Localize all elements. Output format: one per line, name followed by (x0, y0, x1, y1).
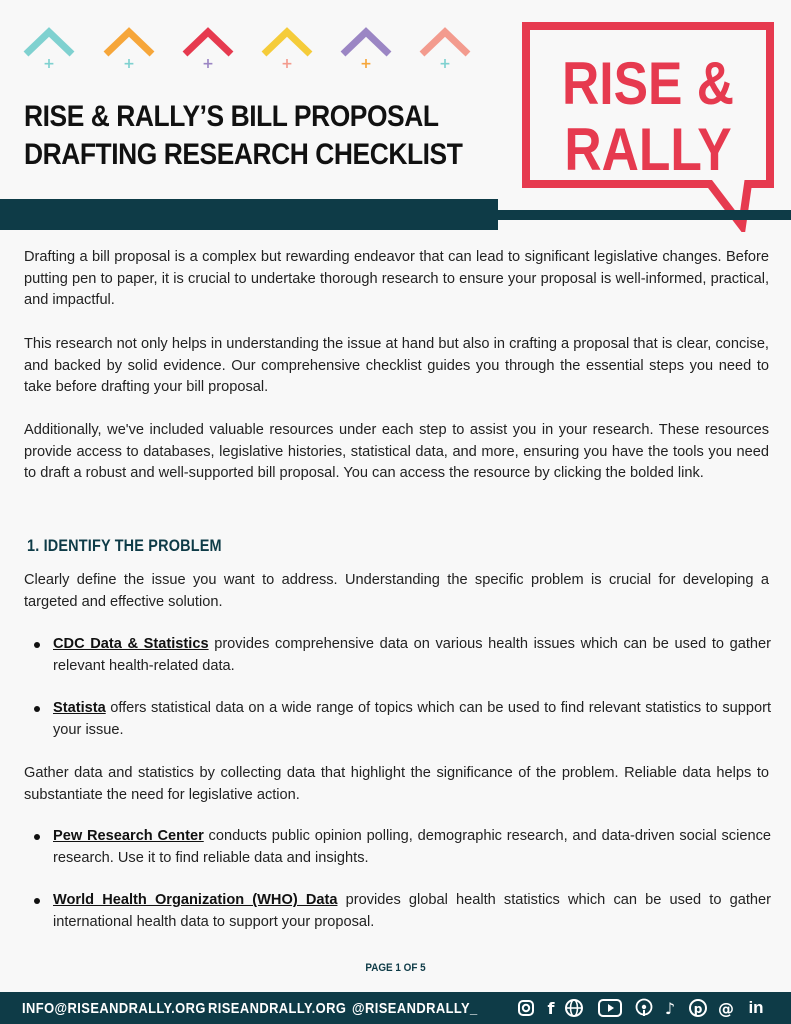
svg-text:+: + (281, 56, 293, 70)
footer-bar (0, 992, 791, 1024)
facebook-icon[interactable]: f (547, 998, 555, 1018)
orange-chevron-icon (102, 26, 156, 70)
section-paragraph-2: Gather data and statistics by collecting data that highlight the significance of the problem. Reliable data helps to substantiate the need for legislative action. (24, 765, 769, 803)
intro-paragraph-2: This research not only helps in understanding the issue at hand but also in crafting a proposal that is clear, concise, and backed by solid evidence. Our comprehensive checklist guides you through the essential steps you need to take before drafting your bill proposal. (24, 336, 769, 395)
list-item (34, 826, 771, 869)
header-divider-line (498, 210, 791, 220)
list-item (34, 698, 771, 741)
title-line-1: RISE & RALLY’S BILL PROPOSAL (24, 100, 439, 133)
rise-and-rally-logo (520, 20, 776, 232)
teal-chevron-icon (22, 26, 76, 70)
bullet-icon (34, 898, 40, 904)
svg-text:p: p (693, 1002, 703, 1016)
svg-text:+: + (202, 56, 214, 70)
footer-website-link[interactable]: RISEANDRALLY.ORG (208, 1000, 347, 1017)
threads-icon[interactable]: @ (718, 998, 734, 1018)
podcast-icon[interactable] (634, 998, 654, 1018)
instagram-icon[interactable] (516, 998, 536, 1018)
section-heading-identify-problem: 1. IDENTIFY THE PROBLEM (27, 536, 222, 555)
footer-handle-link[interactable]: @RISEANDRALLY_ (352, 1000, 478, 1017)
pew-research-link[interactable]: Pew Research Center (53, 828, 204, 844)
intro-paragraph-3: Additionally, we've included valuable resources under each step to assist you in your research. These resources provide access to databases, legislative histories, statistical data, and more, ensuring you have the tools you need to draft a robust and well-supported bill proposal. You can access the resource by clicking the bolded link. (24, 422, 769, 481)
footer-email-link[interactable]: INFO@RISEANDRALLY.ORG (22, 1000, 206, 1017)
list-item-text: conducts public opinion polling, demographic research, and data-driven social science research. Use it to find reliable data and insights. (53, 828, 771, 866)
bullet-icon (34, 642, 40, 648)
list-item (34, 634, 771, 677)
logo-text-line-1: RISE & (561, 50, 735, 117)
svg-text:+: + (43, 56, 55, 70)
globe-icon[interactable] (564, 998, 584, 1018)
title-line-2: DRAFTING RESEARCH CHECKLIST (24, 138, 463, 171)
bullet-icon (34, 706, 40, 712)
page-number: PAGE 1 OF 5 (365, 962, 426, 974)
yellow-chevron-icon (260, 26, 314, 70)
svg-text:+: + (123, 56, 135, 70)
bullet-icon (34, 834, 40, 840)
svg-text:+: + (439, 56, 451, 70)
list-item (34, 890, 771, 933)
who-data-link[interactable]: World Health Organization (WHO) Data (53, 892, 338, 908)
decorative-chevron-row (22, 26, 492, 70)
page-title (24, 98, 463, 174)
list-item-text: offers statistical data on a wide range of topics which can be used to find relevant statistics to support your issue. (53, 700, 771, 738)
red-chevron-icon (181, 26, 235, 70)
header-divider-bar (0, 199, 498, 230)
logo-text-line-2: RALLY (564, 116, 732, 183)
intro-paragraph-1: Drafting a bill proposal is a complex but rewarding endeavor that can lead to significant legislative changes. Before putting pen to paper, it is crucial to undertake thorough research to ensure your proposal is well-informed, practical, and impactful. (24, 249, 769, 308)
svg-text:+: + (360, 56, 372, 70)
cdc-data-link[interactable]: CDC Data & Statistics (53, 636, 209, 652)
salmon-chevron-icon (418, 26, 472, 70)
linkedin-icon[interactable]: in (748, 998, 764, 1017)
tiktok-icon[interactable]: ♪ (664, 998, 676, 1018)
list-item-text: provides global health statistics which can be used to gather international health data to support your proposal. (53, 892, 771, 930)
purple-chevron-icon (339, 26, 393, 70)
youtube-icon[interactable] (597, 998, 623, 1018)
list-item-text: provides comprehensive data on various health issues which can be used to gather relevant health-related data. (53, 636, 771, 674)
statista-link[interactable]: Statista (53, 700, 106, 716)
section-paragraph-1: Clearly define the issue you want to address. Understanding the specific problem is crucial for developing a targeted and effective solution. (24, 572, 769, 610)
pinterest-icon[interactable] (688, 998, 708, 1018)
